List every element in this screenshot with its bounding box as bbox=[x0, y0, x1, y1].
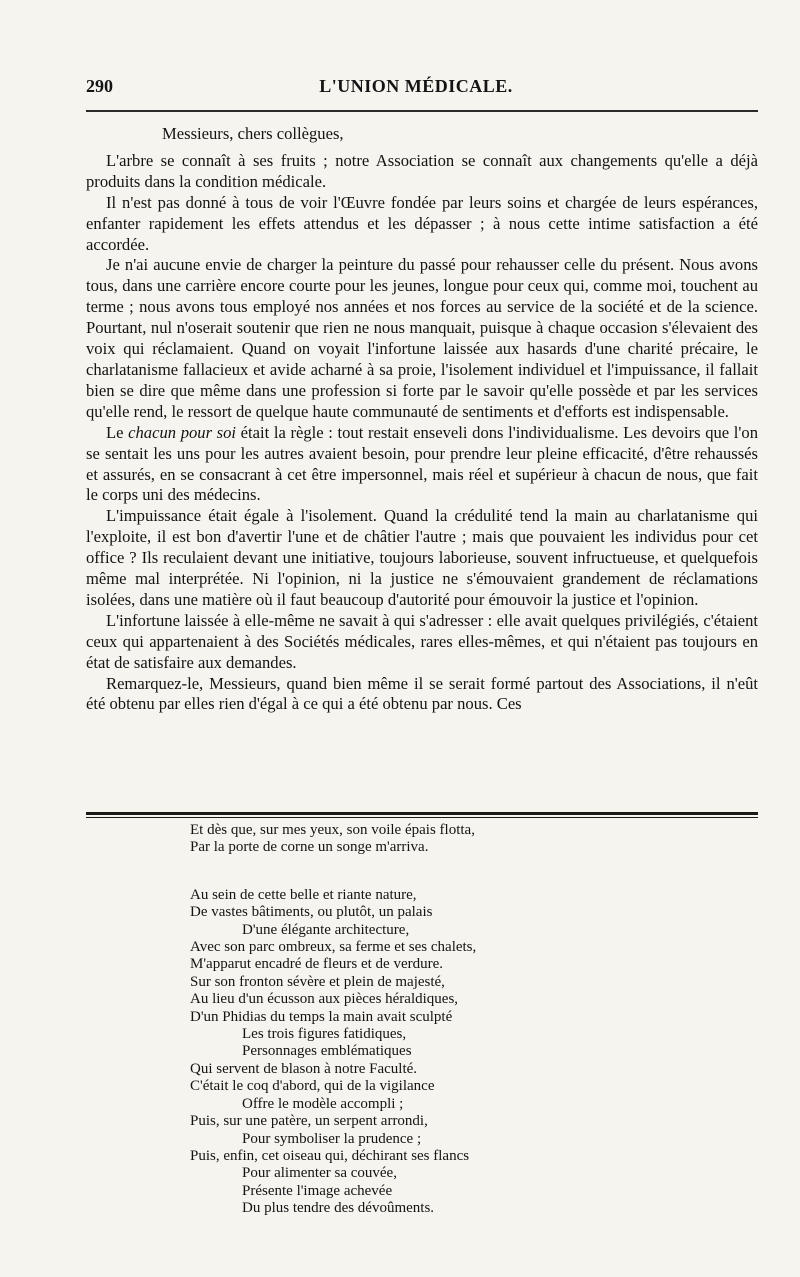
italic-phrase: chacun pour soi bbox=[128, 422, 237, 442]
article-body bbox=[86, 124, 758, 715]
verse-line: C'était le coq d'abord, qui de la vigilance bbox=[190, 1078, 435, 1095]
verse-line: Au lieu d'un écusson aux pièces héraldiques, bbox=[190, 991, 459, 1008]
stanza-break bbox=[86, 857, 758, 887]
verse-line: Du plus tendre des dévoûments. bbox=[242, 1200, 435, 1217]
verse-line: Puis, sur une patère, un serpent arrondi, bbox=[190, 1113, 428, 1130]
paragraph-lead: Le bbox=[106, 422, 129, 442]
header-rule bbox=[86, 110, 758, 112]
verse-line: Et dès que, sur mes yeux, son voile épais flotta, bbox=[190, 822, 475, 838]
verse-line: Puis, enfin, cet oiseau qui, déchirant ses flancs bbox=[190, 1147, 470, 1164]
paragraph: L'infortune laissée à elle-même ne savait à qui s'adresser : elle avait quelques privilégiés, c'étaient ceux qui appartenaient à des Sociétés médicales, rares elles-mêmes, et qui n'étaient pas toujours en état de satisfaire aux demandes. bbox=[86, 610, 758, 672]
page-number: 290 bbox=[86, 76, 113, 96]
verse-line: Pour alimenter sa couvée, bbox=[242, 1165, 397, 1182]
verse-line: Présente l'image achevée bbox=[242, 1182, 393, 1199]
verse-line: Au sein de cette belle et riante nature, bbox=[190, 886, 417, 903]
paragraph: Il n'est pas donné à tous de voir l'Œuvre fondée par leurs soins et chargée de leurs espérances, enfanter rapidement les effets attendus et les dépasser ; à nous cette intime satisfaction a été accordée. bbox=[86, 192, 758, 254]
verse-line: Pour symboliser la prudence ; bbox=[242, 1130, 422, 1147]
verse-line: Les trois figures fatidiques, bbox=[242, 1026, 407, 1043]
verse-line: D'un Phidias du temps la main avait sculpté bbox=[190, 1008, 453, 1025]
verse-line: De vastes bâtiments, ou plutôt, un palais bbox=[190, 904, 433, 921]
paragraph bbox=[86, 423, 758, 507]
page-header bbox=[86, 74, 758, 102]
feuilleton-rule bbox=[86, 812, 758, 815]
paragraph: Je n'ai aucune envie de charger la peinture du passé pour rehausser celle du présent. Nous avons tous, dans une carrière encore courte pour les jeunes, longue pour ceux qui, comme moi, touchent au terme ; nous avons tous employé nos années et nos forces au service de la société et de la science. Pourtant, nul n'oserait soutenir que rien ne nous manquait, puisque à chaque occasion s'élevaient des voix qui réclamaient. Quand on voyait l'infortune laissée aux hasards d'une charité précaire, le charlatanisme fallacieux et avide acharné à sa proie, l'isolement individuel et l'impuissance, il fallait bien se dire que même dans une profession si forte par le savoir qu'elle possède et par les services qu'elle rend, le ressort de quelque haute communauté de sentiments et d'efforts est indispensable. bbox=[86, 255, 758, 421]
verse-line: M'apparut encadré de fleurs et de verdure. bbox=[190, 956, 443, 973]
poem bbox=[86, 822, 758, 1218]
verse-line: D'une élégante architecture, bbox=[242, 921, 410, 938]
verse-line: Offre le modèle accompli ; bbox=[242, 1095, 404, 1112]
verse-line: Par la porte de corne un songe m'arriva. bbox=[190, 839, 429, 856]
paragraph: L'impuissance était égale à l'isolement. Quand la crédulité tend la main au charlatanisme qui l'exploite, il est bon d'avertir l'une et de châtier l'autre ; mais que pouvaient les individus pour cet office ? Ils reculaient devant une initiative, toujours laborieuse, souvent infructueuse, et quelquefois même mal interprétée. Ni l'opinion, ni la justice ne s'émouvaient grandement de réclamations isolées, dans une matière où il faut beaucoup d'autorité pour émouvoir la justice et l'opinion. bbox=[86, 506, 758, 609]
verse-line: Qui servent de blason à notre Faculté. bbox=[190, 1060, 418, 1077]
verse-line: Personnages emblématiques bbox=[242, 1043, 412, 1060]
verse-line: Avec son parc ombreux, sa ferme et ses chalets, bbox=[190, 939, 477, 956]
verse-line: Sur son fronton sévère et plein de majesté, bbox=[190, 973, 445, 990]
salutation: Messieurs, chers collègues, bbox=[162, 124, 344, 143]
paragraph: Remarquez-le, Messieurs, quand bien même il se serait formé partout des Associations, il n'eût été obtenu par elles rien d'égal à ce qui a été obtenu par nous. Ces bbox=[86, 673, 758, 714]
running-head: L'UNION MÉDICALE. bbox=[319, 76, 513, 96]
paragraph-rest: était la règle : tout restait enseveli dons l'individualisme. Les devoirs que l'on se sentait les uns pour les autres avaient besoin, pour prendre leur pleine efficacité, d'être rehaussés et assurés, en se consacrant à cet être impersonnel, mais réel et supérieur à chacun de nous, que fait le corps uni des médecins. bbox=[86, 422, 758, 505]
feuilleton-rule-thin bbox=[86, 817, 758, 818]
paragraph: L'arbre se connaît à ses fruits ; notre Association se connaît aux changements qu'elle a déjà produits dans la condition médicale. bbox=[86, 150, 758, 191]
